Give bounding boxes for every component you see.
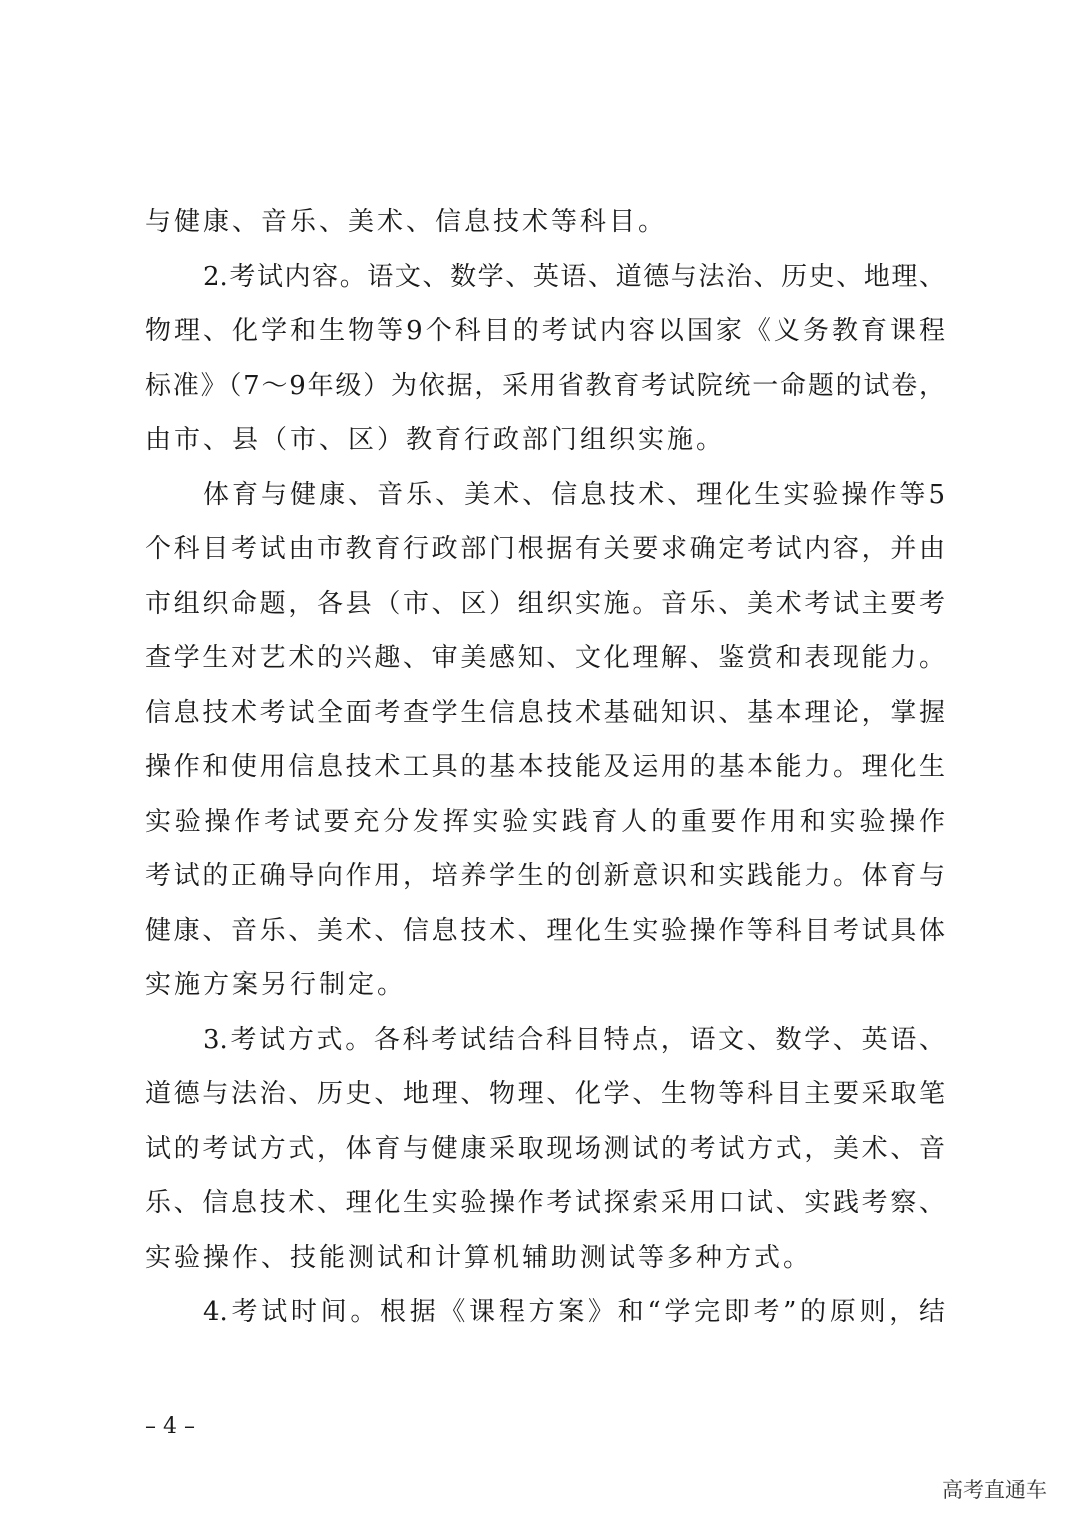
text-line: 市组织命题，各县（市、区）组织实施。音乐、美术考试主要考 [145, 588, 945, 619]
watermark: 高考直通车 [942, 1478, 1047, 1502]
text-line: 3.考试方式。各科考试结合科目特点，语文、数学、英语、 [203, 1024, 945, 1055]
text-line: 试的考试方式，体育与健康采取现场测试的考试方式，美术、音 [145, 1133, 945, 1164]
text-line: 操作和使用信息技术工具的基本技能及运用的基本能力。理化生 [145, 752, 945, 782]
text-line: 物理、化学和生物等9个科目的考试内容以国家《义务教育课程 [145, 316, 945, 346]
text-line: 乐、信息技术、理化生实验操作考试探索采用口试、实践考察、 [145, 1188, 945, 1218]
page-number: – 4 – [145, 1414, 195, 1439]
text-line: 体育与健康、音乐、美术、信息技术、理化生实验操作等5 [203, 479, 945, 510]
text-line: 个科目考试由市教育行政部门根据有关要求确定考试内容，并由 [145, 534, 945, 564]
text-line: 实验操作考试要充分发挥实验实践育人的重要作用和实验操作 [145, 806, 945, 837]
text-line: 实验操作、技能测试和计算机辅助测试等多种方式。 [145, 1242, 813, 1273]
text-line: 4.考试时间。根据《课程方案》和“学完即考”的原则，结 [203, 1297, 945, 1327]
text-line: 与健康、音乐、美术、信息技术等科目。 [145, 207, 668, 237]
text-line: 健康、音乐、美术、信息技术、理化生实验操作等科目考试具体 [145, 915, 945, 946]
text-line: 实施方案另行制定。 [145, 970, 407, 1000]
text-line: 标准》（7～9年级）为依据，采用省教育考试院统一命题的试卷， [145, 370, 945, 401]
text-line: 道德与法治、历史、地理、物理、化学、生物等科目主要采取笔 [145, 1079, 945, 1109]
text-line: 由市、县（市、区）教育行政部门组织实施。 [145, 425, 726, 455]
text-line: 考试的正确导向作用，培养学生的创新意识和实践能力。体育与 [145, 861, 945, 891]
text-line: 信息技术考试全面考查学生信息技术基础知识、基本理论，掌握 [145, 697, 945, 728]
text-line: 查学生对艺术的兴趣、审美感知、文化理解、鉴赏和表现能力。 [145, 643, 945, 673]
text-line: 2.考试内容。语文、数学、英语、道德与法治、历史、地理、 [203, 261, 945, 292]
